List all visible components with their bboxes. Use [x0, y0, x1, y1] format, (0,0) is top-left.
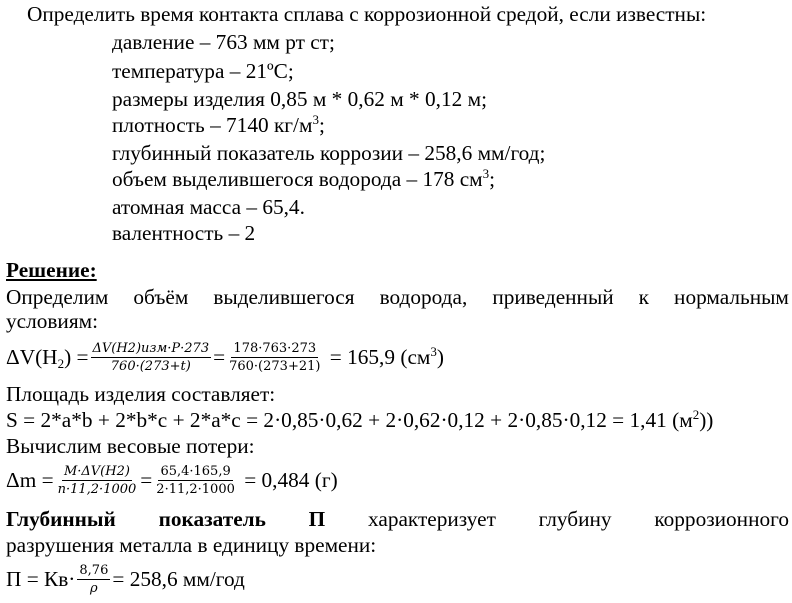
eq1-lhs: $\Delta V(H_2)$ = [6, 345, 89, 371]
eq1-f2-denominator: 760·(273+21) [229, 358, 321, 374]
area-label: Площадь изделия составляет: [6, 382, 276, 406]
given-density-sup: 3 [312, 112, 319, 127]
given-density-text: плотность – 7140 кг/м [112, 113, 313, 137]
eq1-f1-numerator: ΔV(H2)изм·P·273 [92, 340, 210, 356]
eq1-f1-denominator: 760·(273+t) [110, 358, 191, 374]
given-density [112, 113, 325, 137]
eq2-fraction-formula [56, 464, 139, 497]
eq2-fraction-values [154, 464, 237, 497]
eq2-f1-numerator: M·ΔV(H2) [63, 463, 130, 479]
eq2-lhs: Δm = [6, 468, 54, 492]
p2-word: глубину [538, 507, 612, 531]
p1-word: объём [133, 285, 189, 309]
given-temperature: температура – 21ºС; [112, 59, 294, 83]
eq2-f2-numerator: 65,4·165,9 [160, 463, 231, 479]
eq1-fraction-formula [91, 341, 212, 374]
given-atomic-mass: атомная масса – 65,4. [112, 195, 305, 219]
eq1-f2-numerator: 178·763·273 [233, 340, 317, 356]
eq3-lhs: П = Кв· [6, 567, 76, 591]
given-density-tail: ; [318, 113, 325, 137]
eq2-f1-denominator: n·11,2·1000 [57, 481, 137, 497]
p2-word: характеризует [368, 507, 496, 531]
given-valence: валентность – 2 [112, 221, 256, 245]
eq1-result: = 165,9 $(см^3)$ [329, 344, 444, 369]
p2-word-bold: показатель [158, 507, 266, 531]
paragraph-2-line-1 [6, 507, 789, 531]
eq3-fraction [77, 563, 110, 596]
equation-hydrogen-volume [6, 336, 444, 378]
p1-word: нормальным [674, 285, 789, 309]
equation-weight-loss [6, 459, 338, 501]
p1-word: приведенный [492, 285, 614, 309]
p1-word: водорода, [379, 285, 468, 309]
eq3-result: = 258,6 мм/год [112, 567, 245, 591]
eq2-f2-denominator: 2·11,2·1000 [156, 481, 235, 497]
equation-corrosion-index [6, 558, 245, 600]
p1-word: Определим [6, 285, 109, 309]
task-text: Определить время контакта сплава с коррозионной средой, если известны: [27, 2, 707, 26]
solution-heading: Решение: [6, 258, 97, 282]
eq1-fraction-values [227, 341, 322, 374]
p1-word: к [638, 285, 650, 309]
eq2-equals: = [140, 468, 153, 492]
eq3-numerator: 8,76 [79, 562, 109, 578]
given-hydrogen-text: объем выделившегося водорода – 178 см [112, 167, 483, 191]
area-sup: 2 [692, 407, 700, 422]
p1-word: выделившегося [213, 285, 355, 309]
eq3-denominator: ρ [90, 580, 98, 596]
eq2-result: = 0,484 (г) [244, 468, 338, 492]
eq1-equals: = [213, 345, 226, 369]
given-dimensions: размеры изделия 0,85 м * 0,62 м * 0,12 м; [112, 87, 488, 111]
p2-word-bold: П [308, 507, 326, 531]
given-hydrogen-sup: 3 [482, 166, 490, 181]
given-hydrogen-tail: ; [489, 167, 496, 191]
weight-loss-label: Вычислим весовые потери: [6, 434, 255, 458]
given-hydrogen-volume [112, 167, 495, 191]
p2-word: коррозионного [654, 507, 789, 531]
p2-word-bold: Глубинный [6, 507, 116, 531]
paragraph-1-line-1 [6, 285, 789, 309]
given-corrosion-index: глубинный показатель коррозии – 258,6 мм/год; [112, 141, 546, 165]
given-pressure: давление – 763 мм рт ст; [112, 30, 335, 54]
paragraph-1-line-2: условиям: [6, 309, 99, 333]
paragraph-2-line-2: разрушения металла в единицу времени: [6, 533, 377, 557]
area-equation: S = 2*a*b + 2*b*c + 2*a*c = 2·0,85·0,62 + 2·0,62·0,12 + 2·0,85·0,12 = 1,41 $(м^2)$) [6, 407, 714, 432]
